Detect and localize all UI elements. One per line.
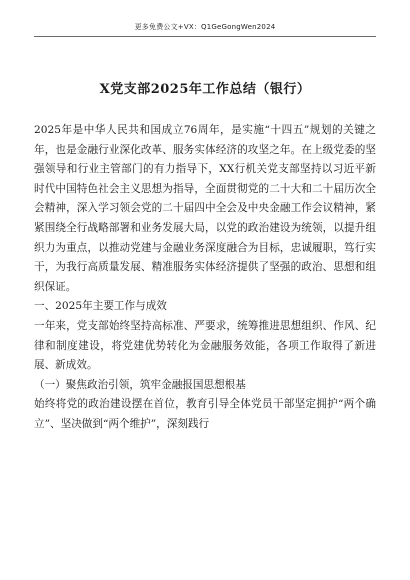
- page-header: 更多免费公文+VX：Q1GeGongWen2024: [134, 23, 276, 31]
- section-heading: 一、2025年主要工作与成效: [34, 300, 167, 313]
- header-divider: [34, 36, 376, 37]
- document-title: X党支部2025年工作总结（银行）: [99, 82, 311, 97]
- subsection-paragraph: 始终将党的政治建设摆在首位，教育引导全体党员干部坚定拥护“两个确立”、坚决做到“两个维护”，深刻践行: [34, 398, 376, 430]
- intro-paragraph: 2025年是中华人民共和国成立76周年，是实施“十四五”规划的关键之年，也是金融行业深化改革、服务实体经济的攻坚之年。在上级党委的坚强领导和行业主管部门的有力指导下，XX行机关党支部坚持以习近平新时代中国特色社会主义思想为指导，全面贯彻党的二十大和二十届历次全会精神，深入学习领会党的二十届四中全会及中央金融工作会议精神，紧紧围绕全行战略部署和业务发展大局，以党的政治建设为统领，以提升组织力为重点，以推动党建与金融业务深度融合为目标，忠诚履职，笃行实干，为我行高质量发展、精准服务实体经济提供了坚强的政治、思想和组织保证。: [34, 124, 376, 293]
- subsection-heading: （一）聚焦政治引领，筑牢金融报国思想根基: [34, 378, 246, 391]
- section-paragraph: 一年来，党支部始终坚持高标准、严要求，统筹推进思想组织、作风、纪律和制度建设，将党建优势转化为金融服务效能，各项工作取得了新进展、新成效。: [34, 319, 376, 372]
